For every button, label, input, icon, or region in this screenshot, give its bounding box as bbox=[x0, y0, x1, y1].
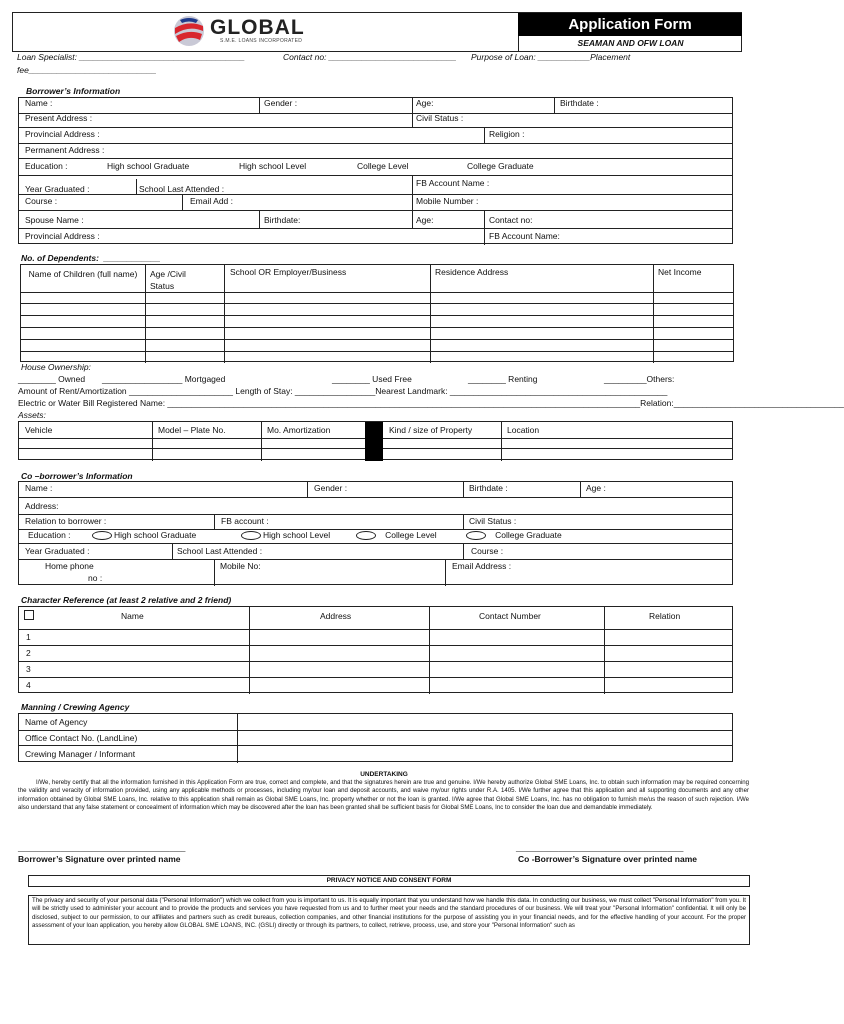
co-civil-label: Civil Status : bbox=[469, 516, 517, 526]
co-edu-col-level[interactable] bbox=[356, 531, 437, 540]
coborrower-title: Co –borrower’s Information bbox=[21, 471, 133, 481]
coborrower-sig-label: Co -Borrower’s Signature over printed name bbox=[518, 854, 698, 864]
radio-oval-icon[interactable] bbox=[241, 531, 261, 540]
borrower-gender-label: Gender : bbox=[264, 98, 298, 108]
borrower-name-label: Name : bbox=[25, 98, 53, 108]
spouse-age-label: Age: bbox=[416, 215, 434, 225]
manning-title: Manning / Crewing Agency bbox=[21, 702, 130, 712]
co-school-last-label: School Last Attended : bbox=[177, 546, 263, 556]
ref-row-num: 3 bbox=[26, 664, 31, 674]
house-mortgaged[interactable]: _________________ Mortgaged bbox=[102, 374, 226, 384]
radio-oval-icon[interactable] bbox=[466, 531, 486, 540]
co-course-label: Course : bbox=[471, 546, 504, 556]
edu-hs-level[interactable]: High school Level bbox=[239, 161, 307, 171]
contact-no-field[interactable]: Contact no: ___________________________ bbox=[283, 52, 457, 62]
co-age-label: Age : bbox=[586, 483, 606, 493]
co-fb-label: FB account : bbox=[221, 516, 269, 526]
co-email-label: Email Address : bbox=[452, 561, 512, 571]
spouse-name-label: Spouse Name : bbox=[25, 215, 84, 225]
radio-oval-icon[interactable] bbox=[356, 531, 376, 540]
dependents-count-field[interactable]: ____________ bbox=[103, 253, 161, 263]
co-home-no-label: no : bbox=[88, 573, 103, 583]
assets-title: Assets: bbox=[18, 410, 46, 420]
ref-row-num: 4 bbox=[26, 680, 31, 690]
logo-text: GLOBAL bbox=[210, 16, 305, 39]
permanent-address-label: Permanent Address : bbox=[25, 145, 105, 155]
undertaking-title: UNDERTAKING bbox=[360, 771, 408, 778]
assets-table bbox=[18, 421, 733, 460]
form-title: Application Form bbox=[518, 13, 742, 36]
co-mobile-label: Mobile No: bbox=[220, 561, 261, 571]
edu-col-level[interactable]: College Level bbox=[357, 161, 409, 171]
edu-hs-grad[interactable]: High school Graduate bbox=[107, 161, 190, 171]
religion-label: Religion : bbox=[489, 129, 525, 139]
rent-amount-line[interactable]: Amount of Rent/Amortization ______________________ Length of Stay: _________________Nearest Landmark: ______________________________________________ bbox=[18, 386, 668, 396]
fee-field[interactable]: fee___________________________ bbox=[17, 65, 157, 75]
co-edu-col-level-label: College Level bbox=[385, 530, 437, 540]
asset-header-vehicle: Vehicle bbox=[25, 425, 53, 435]
ref-row-num: 1 bbox=[26, 632, 31, 642]
dependents-title bbox=[21, 254, 160, 263]
loan-type: SEAMAN AND OFW LOAN bbox=[518, 36, 742, 51]
co-relation-label: Relation to borrower : bbox=[25, 516, 107, 526]
bill-name-line[interactable]: Electric or Water Bill Registered Name: ____________________________________________________________________________________________________Relation:____________________________________ bbox=[18, 398, 844, 408]
co-home-phone-label: Home phone bbox=[45, 561, 94, 571]
school-last-label: School Last Attended : bbox=[139, 184, 225, 194]
reference-title: Character Reference (at least 2 relative and 2 friend) bbox=[21, 595, 232, 605]
logo-subtitle: S.M.E. LOANS INCORPORATED bbox=[220, 38, 303, 44]
undertaking-text: I/We, hereby certify that all the information furnished in this Application Form are true, correct and complete, and that the signatures herein are true and genuine. I/We hereby authorize Global SME Loans, Inc. to obtain such information may be required concerning the validity and veracity of information provided, using any applicable methods or processes, including my/our loan and deposit accounts, and waive my/our rights under R.A. 1405. I/We further agree that this application and all supporting documents and any other information obtained by Global SME Loans, Inc. relative to this application shall remain as Global SME Loans, Inc. property whether or not the loan is granted. I/We agree that Global SME Loans, Inc. has no obligation to furnish me/us the reason of such rejection. I/We also understand that any false statement or concealment of information which may be discovered after the loan has been granted shall be sufficient basis for Global SME Loans, Inc to consider the loan due and demandable immediately. bbox=[18, 779, 749, 812]
co-edu-hs-level[interactable] bbox=[241, 531, 330, 540]
dependents-label: No. of Dependents: bbox=[21, 253, 99, 263]
globe-icon bbox=[172, 14, 206, 48]
borrower-sig-line[interactable]: ___________________________________________ bbox=[18, 845, 186, 852]
crewing-manager-label: Crewing Manager / Informant bbox=[25, 749, 136, 759]
civil-status-label: Civil Status : bbox=[416, 113, 464, 123]
ref-header-name: Name bbox=[121, 611, 144, 621]
co-birthdate-label: Birthdate : bbox=[469, 483, 508, 493]
asset-header-location: Location bbox=[507, 425, 540, 435]
co-edu-hs-grad-label: High school Graduate bbox=[114, 530, 197, 540]
co-edu-col-grad[interactable] bbox=[466, 531, 562, 540]
privacy-title: PRIVACY NOTICE AND CONSENT FORM bbox=[326, 877, 452, 884]
course-label: Course : bbox=[25, 196, 58, 206]
purpose-field[interactable]: Purpose of Loan: ___________Placement bbox=[471, 52, 631, 62]
co-year-graduated-label: Year Graduated : bbox=[25, 546, 90, 556]
spouse-contact-label: Contact no: bbox=[489, 215, 533, 225]
ref-header-relation: Relation bbox=[649, 611, 681, 621]
spouse-fb-label: FB Account Name: bbox=[489, 231, 560, 241]
house-others[interactable]: _________Others: bbox=[604, 374, 675, 384]
reference-checkbox[interactable] bbox=[24, 610, 34, 620]
email-label: Email Add : bbox=[190, 196, 233, 206]
house-title: House Ownership: bbox=[21, 362, 91, 372]
global-logo bbox=[172, 14, 332, 48]
house-used-free[interactable]: ________ Used Free bbox=[332, 374, 412, 384]
ref-row-num: 2 bbox=[26, 648, 31, 658]
privacy-text: The privacy and security of your personal data ("Personal Information") which we collect from you is important to us. It is equally important that you understand how we handle this data. In conducting our business, we must collect "Personal Information" from you. It will be strictly used to administer your account and to provide the products and services you have requested from us and to further meet your needs and the standard procedures of our business. We will treat your "Personal Information" confidential. It will only be disclosed, subject to our permission, to our affiliates and partners such as credit bureaus, collection companies, and other financial institutions for the purpose of assisting you in your financial needs, and for the effective handling of your account. For the proper assessment of your loan application, you hereby allow GLOBAL SME LOANS, INC. (GSLI) directly or through its partners, to collect, retrieve, process, use, and store your "Personal Information" such as bbox=[32, 897, 746, 930]
borrower-sig-label: Borrower’s Signature over printed name bbox=[18, 854, 181, 864]
loan-specialist-field[interactable]: Loan Specialist: ___________________________________ bbox=[17, 52, 245, 62]
co-edu-col-grad-label: College Graduate bbox=[495, 530, 562, 540]
co-education-label: Education : bbox=[28, 530, 71, 540]
ref-header-contact: Contact Number bbox=[479, 611, 541, 621]
co-edu-hs-level-label: High school Level bbox=[263, 530, 331, 540]
borrower-section-title: Borrower’s Information bbox=[26, 86, 121, 96]
coborrower-sig-line[interactable]: ___________________________________________ bbox=[516, 845, 684, 852]
borrower-age-label: Age: bbox=[416, 98, 434, 108]
asset-header-property: Kind / size of Property bbox=[389, 425, 473, 435]
house-owned[interactable]: ________ Owned bbox=[18, 374, 86, 384]
spouse-prov-address-label: Provincial Address : bbox=[25, 231, 100, 241]
asset-header-amortization: Mo. Amortization bbox=[267, 425, 331, 435]
present-address-label: Present Address : bbox=[25, 113, 93, 123]
co-name-label: Name : bbox=[25, 483, 53, 493]
asset-header-model: Model – Plate No. bbox=[158, 425, 226, 435]
dep-header-residence: Residence Address bbox=[435, 267, 509, 277]
year-graduated-label: Year Graduated : bbox=[25, 184, 90, 194]
dep-header-school: School OR Employer/Business bbox=[230, 267, 347, 277]
fb-account-label: FB Account Name : bbox=[416, 178, 490, 188]
dep-header-income: Net Income bbox=[658, 267, 702, 277]
dep-header-name: Name of Children (full name) bbox=[28, 269, 138, 279]
ref-header-address: Address bbox=[320, 611, 352, 621]
provincial-address-label: Provincial Address : bbox=[25, 129, 100, 139]
edu-col-grad[interactable]: College Graduate bbox=[467, 161, 534, 171]
radio-oval-icon[interactable] bbox=[92, 531, 112, 540]
education-label: Education : bbox=[25, 161, 68, 171]
mobile-label: Mobile Number : bbox=[416, 196, 479, 206]
office-contact-label: Office Contact No. (LandLine) bbox=[25, 733, 138, 743]
house-renting[interactable]: ________ Renting bbox=[468, 374, 538, 384]
co-gender-label: Gender : bbox=[314, 483, 348, 493]
spouse-birthdate-label: Birthdate: bbox=[264, 215, 301, 225]
co-edu-hs-grad[interactable] bbox=[92, 531, 196, 540]
co-address-label: Address: bbox=[25, 501, 59, 511]
dep-header-age: Age /Civil Status bbox=[150, 269, 186, 291]
borrower-birthdate-label: Birthdate : bbox=[560, 98, 599, 108]
agency-name-label: Name of Agency bbox=[25, 717, 88, 727]
